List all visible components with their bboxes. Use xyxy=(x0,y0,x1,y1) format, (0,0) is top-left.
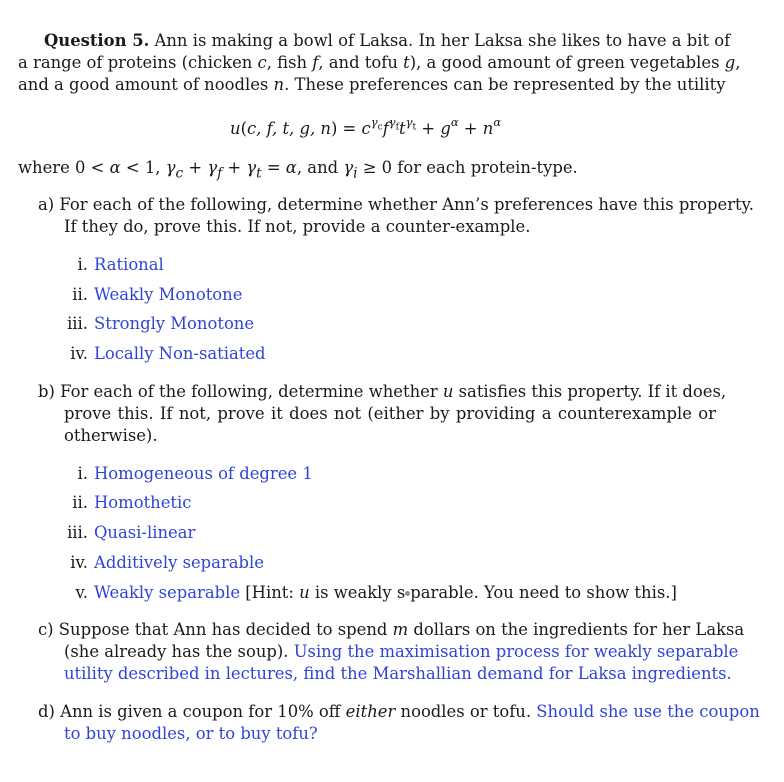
part-a-item-2: ii. Weakly Monotone xyxy=(72,285,243,304)
part-c-line-1: c) Suppose that Ann has decided to spend m dollars on the ingredients for her Laksa xyxy=(38,620,745,639)
text-cursor-icon xyxy=(405,591,410,596)
part-b-item-text: Homogeneous of degree 1 xyxy=(94,464,313,483)
part-d-line-1: d) Ann is given a coupon for 10% off either noodles or tofu. Should she use the coupon xyxy=(38,702,760,721)
part-b-line-3: otherwise). xyxy=(64,426,158,445)
intro-line-3: and a good amount of noodles n. These preferences can be represented by the utility xyxy=(18,75,726,94)
utility-formula: u(c, f, t, g, $n) = c^{\gamma_c}f^{\gamma_f}t^{\gamma_t} + g^\alpha + n^\alpha$ xyxy=(230,115,502,138)
hint-text: [Hint: u is weakly s parable. You need to show this.] xyxy=(245,583,677,602)
part-b-item-2: ii. Homothetic xyxy=(72,493,192,512)
part-c-line-2: (she already has the soup). Using the maximisation process for weakly separable xyxy=(64,642,739,661)
part-b-item-5: v. Weakly separable [Hint: u is weakly s parable. You need to show this.] xyxy=(75,583,677,602)
part-a-line-2: If they do, prove this. If not, provide a counter-example. xyxy=(64,217,531,236)
part-a-label: a) xyxy=(38,195,55,214)
part-b-item-4: iv. Additively separable xyxy=(70,553,264,572)
part-b-line-2: prove this. If not, prove it does not (either by providing a counterexample or xyxy=(64,404,716,423)
part-b-item-text: Homothetic xyxy=(94,493,192,512)
part-a-item-4: iv. Locally Non-satiated xyxy=(70,344,266,363)
conditions-line: where 0 < α < 1, $\gamma_c + \gamma_f + \gamma_t = \alpha$, and $\gamma_i \ge 0$ for each protein-type. xyxy=(18,158,578,182)
part-b-line-1: b) For each of the following, determine whether u satisfies this property. If it does, xyxy=(38,382,727,401)
part-b-item-3: iii. Quasi-linear xyxy=(67,523,196,542)
part-a-item-text: Strongly Monotone xyxy=(94,314,255,333)
part-a-item-text: Rational xyxy=(94,255,164,274)
question-title: Question 5. xyxy=(44,31,150,50)
part-a-item-text: Locally Non-satiated xyxy=(94,344,266,363)
part-a-item-text: Weakly Monotone xyxy=(94,285,243,304)
part-b-item-1: i. Homogeneous of degree 1 xyxy=(77,464,313,483)
part-a-item-1: i. Rational xyxy=(77,255,164,274)
part-c-line-3: utility described in lectures, find the Marshallian demand for Laksa ingredients. xyxy=(64,664,732,683)
part-b-item-text: Weakly separable xyxy=(94,583,241,602)
part-a-item-3: iii. Strongly Monotone xyxy=(67,314,255,333)
part-b-item-text: Quasi-linear xyxy=(94,523,196,542)
intro-line-1: Question 5. Ann is making a bowl of Laksa. In her Laksa she likes to have a bit of xyxy=(44,31,731,50)
intro-line-2: a range of proteins (chicken c, fish f, and tofu t), a good amount of green vegetables g, xyxy=(18,53,741,72)
part-c-label: c) xyxy=(38,620,54,639)
part-b-item-text: Additively separable xyxy=(94,553,264,572)
part-d-label: d) xyxy=(38,702,55,721)
part-d-line-2: to buy noodles, or to buy tofu? xyxy=(64,724,318,743)
part-b-label: b) xyxy=(38,382,55,401)
part-a-line-1: a) For each of the following, determine whether Ann’s preferences have this property. xyxy=(38,195,754,214)
